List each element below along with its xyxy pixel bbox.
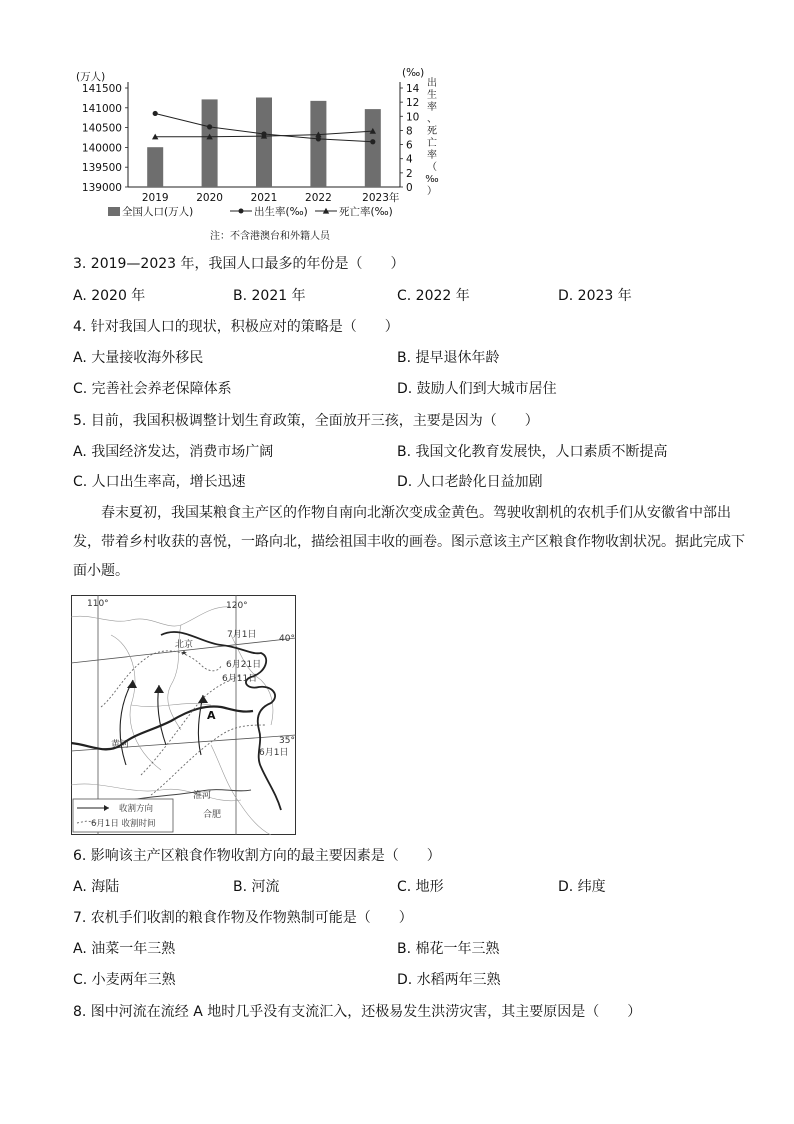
population-bar (365, 109, 381, 187)
birth-rate-point (207, 124, 212, 129)
q6-option-c[interactable]: C. 地形 (397, 879, 444, 895)
left-axis-unit: (万人) (76, 71, 106, 83)
lon-label-120: 120° (226, 601, 248, 611)
legend-death-label: 死亡率(‰) (339, 206, 393, 218)
right-axis-title-char: 率 (427, 102, 437, 113)
q4-option-b[interactable]: B. 提早退休年龄 (397, 350, 500, 366)
right-axis-title-char: （ (427, 162, 437, 173)
question-7-stem: 7. 农机手们收割的粮食作物及作物熟制可能是（ ） (73, 910, 413, 926)
right-axis-title-char: 率 (427, 150, 437, 161)
x-tick-label: 2022 (305, 192, 332, 204)
right-axis-unit: (‰) (402, 67, 425, 79)
legend-bar-swatch (108, 207, 120, 216)
population-bar (310, 101, 326, 187)
right-tick-label: 12 (406, 97, 420, 110)
right-tick-label: 0 (406, 182, 413, 194)
place-label-a: A (207, 709, 216, 722)
legend-harvest-time: 6月1日 收割时间 (91, 819, 156, 829)
left-tick-label: 139000 (81, 182, 122, 194)
q7-option-b[interactable]: B. 棉花一年三熟 (397, 941, 500, 957)
right-tick-label: 4 (406, 153, 413, 166)
legend-birth-label: 出生率(‰) (254, 206, 308, 218)
q3-option-b[interactable]: B. 2021 年 (233, 288, 306, 304)
date-label-jun11: 6月11日 (222, 674, 258, 684)
q5-option-b[interactable]: B. 我国文化教育发展快，人口素质不断提高 (397, 444, 668, 460)
birth-rate-point (153, 111, 158, 116)
q6-option-a[interactable]: A. 海陆 (73, 879, 120, 895)
q3-option-a[interactable]: A. 2020 年 (73, 288, 146, 304)
lon-label-110: 110° (87, 599, 109, 609)
population-chart (60, 60, 460, 250)
q5-option-c[interactable]: C. 人口出生率高，增长迅速 (73, 474, 246, 490)
legend-bar-label: 全国人口(万人) (122, 206, 194, 218)
place-label-huai-river: 淮河 (193, 791, 212, 801)
x-tick-label: 2019 (141, 192, 169, 204)
right-axis-title-char: 生 (427, 90, 437, 101)
right-tick-label: 6 (406, 139, 413, 152)
q7-option-c[interactable]: C. 小麦两年三熟 (73, 972, 176, 988)
question-8-stem: 8. 图中河流在流经 A 地时几乎没有支流汇入，还极易发生洪涝灾害，其主要原因是（ ） (73, 1004, 642, 1020)
lat-label-40: 40° (279, 634, 295, 644)
question-3-stem: 3. 2019—2023 年，我国人口最多的年份是（ ） (73, 256, 405, 272)
q7-option-d[interactable]: D. 水稻两年三熟 (397, 972, 501, 988)
right-axis-title-char: 死 (427, 126, 437, 137)
lat-label-35: 35° (279, 736, 295, 746)
right-tick-label: 8 (406, 125, 413, 138)
q4-option-c[interactable]: C. 完善社会养老保障体系 (73, 381, 232, 397)
x-tick-label: 2020 (196, 192, 223, 204)
q3-option-d[interactable]: D. 2023 年 (558, 288, 632, 304)
right-axis-title-char: 、 (427, 114, 437, 125)
x-tick-label: 2023年 (362, 192, 400, 204)
population-bar (256, 98, 272, 187)
left-tick-label: 141500 (81, 83, 122, 95)
place-label-yellow-river: 黄河 (111, 740, 130, 750)
right-axis-title-char: ‰ (425, 174, 439, 185)
q5-option-d[interactable]: D. 人口老龄化日益加剧 (397, 474, 543, 490)
q3-option-c[interactable]: C. 2022 年 (397, 288, 470, 304)
right-tick-label: 14 (406, 83, 420, 95)
q6-option-b[interactable]: B. 河流 (233, 879, 280, 895)
question-6-stem: 6. 影响该主产区粮食作物收割方向的最主要因素是（ ） (73, 848, 441, 864)
left-tick-label: 141000 (81, 102, 122, 115)
question-4-stem: 4. 针对我国人口的现状，积极应对的策略是（ ） (73, 319, 399, 335)
right-axis-title-char: 亡 (427, 138, 437, 149)
left-tick-label: 139500 (81, 162, 122, 175)
left-tick-label: 140000 (81, 142, 122, 155)
right-axis-title-char: 出 (427, 78, 437, 89)
passage-text: 春末夏初，我国某粮食主产区的作物自南向北渐次变成金黄色。驾驶收割机的农机手们从安徽省中部出发，带着乡村收获的喜悦，一路向北，描绘祖国丰收的画卷。图示意该主产区粮食作物收割状况。据此完成下面小题。 (73, 505, 745, 579)
q4-option-a[interactable]: A. 大量接收海外移民 (73, 350, 204, 366)
x-tick-label: 2021 (250, 192, 278, 204)
question-5-stem: 5. 目前，我国积极调整计划生育政策，全面放开三孩，主要是因为（ ） (73, 413, 539, 429)
left-tick-label: 140500 (81, 122, 122, 135)
q5-option-a[interactable]: A. 我国经济发达，消费市场广阔 (73, 444, 274, 460)
legend-harvest-direction: 收割方向 (119, 804, 154, 814)
date-label-jun1: 6月1日 (259, 748, 289, 758)
population-bar (147, 147, 163, 187)
right-axis-title-char: ） (427, 186, 437, 197)
q4-option-d[interactable]: D. 鼓励人们到大城市居住 (397, 381, 557, 397)
date-label-jul1: 7月1日 (227, 630, 257, 640)
legend-birth-marker (239, 209, 244, 214)
birth-rate-point (370, 139, 375, 144)
chart-note: 注：不含港澳台和外籍人员 (210, 231, 330, 242)
place-label-hefei: 合肥 (203, 810, 222, 820)
population-bar (202, 99, 218, 187)
right-tick-label: 2 (406, 167, 413, 180)
place-label-beijing: 北京 (175, 640, 194, 650)
harvest-map (71, 595, 296, 835)
q7-option-a[interactable]: A. 油菜一年三熟 (73, 941, 176, 957)
q6-option-d[interactable]: D. 纬度 (558, 879, 606, 895)
right-tick-label: 10 (406, 111, 420, 124)
date-label-jun21: 6月21日 (226, 660, 262, 670)
